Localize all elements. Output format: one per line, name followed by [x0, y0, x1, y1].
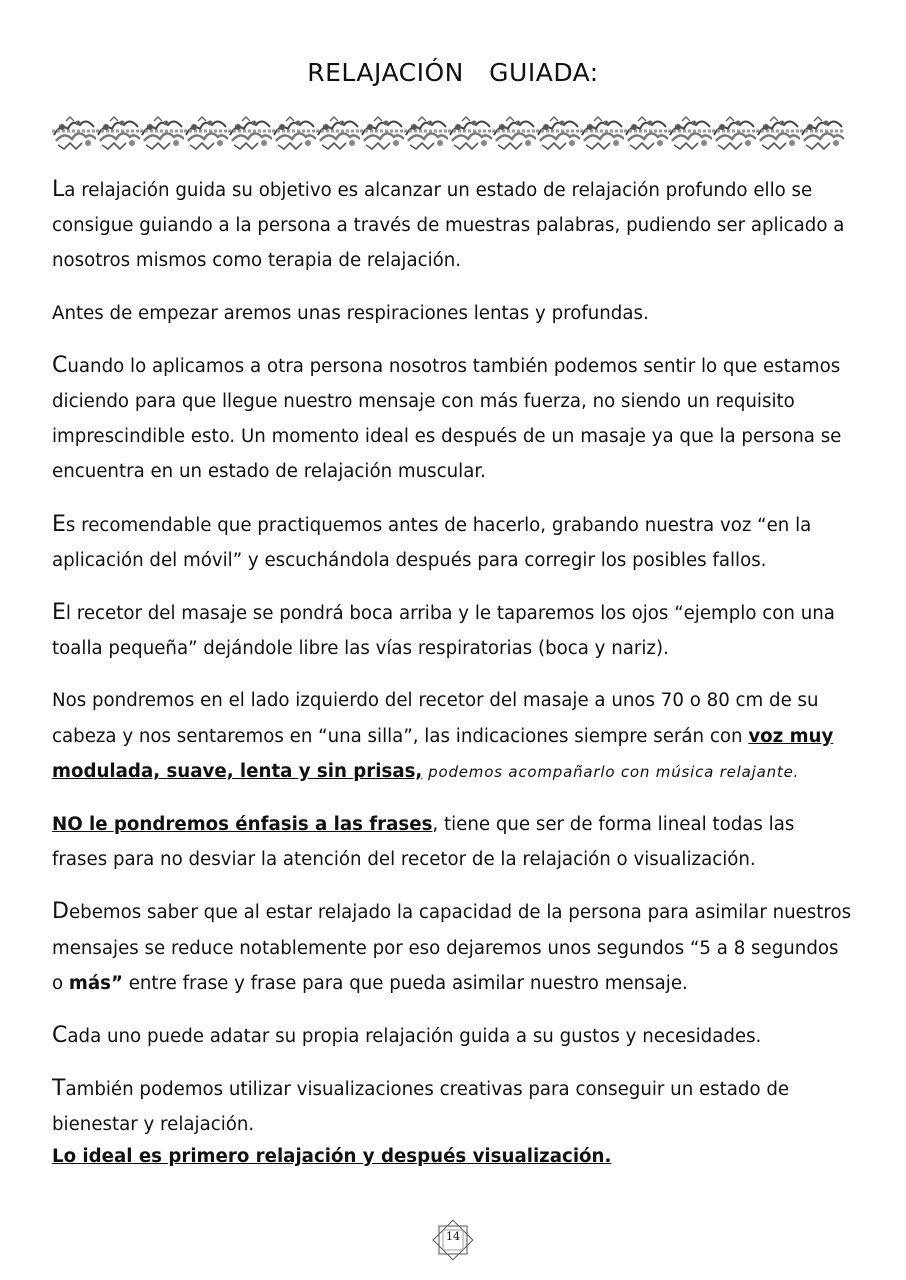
paragraph-9: Cada uno puede adatar su propia relajación guida a su gustos y necesidades. [52, 1023, 762, 1049]
page-title: RELAJACIÓN GUIADA: [307, 58, 599, 87]
body-text [52, 172, 852, 1191]
emphasis-voice: voz muy modulada, suave, lenta y sin prisas, [52, 725, 834, 782]
paragraph-4: Es recomendable que practiquemos antes de hacerlo, grabando nuestra voz “en la aplicación del móvil” y escuchándola después para corregir los posibles fallos. [52, 511, 812, 571]
page-number: 14 [446, 1230, 460, 1243]
paragraph-8: Debemos saber que al estar relajado la capacidad de la persona para asimilar nuestros mensajes se reduce notablemente por eso dejaremos unos segundos “5 a 8 segundos o más” entre frase y frase para que pueda asimilar nuestro mensaje. [52, 899, 852, 994]
bold-mas: más” [68, 972, 123, 994]
emphasis-no-enfasis: NO le pondremos énfasis a las frases [52, 814, 433, 836]
paragraph-10: También podemos utilizar visualizaciones creativas para conseguir un estado de bienestar y relajación. [52, 1076, 790, 1136]
paragraph-2: Antes de empezar aremos unas respiraciones lentas y profundas. [52, 302, 649, 324]
music-note: podemos acompañarlo con música relajante. [428, 762, 800, 781]
paragraph-6: Nos pondremos en el lado izquierdo del recetor del masaje a unos 70 o 80 cm de su cabeza y nos sentaremos en “una silla”, las indicaciones siempre serán con voz muy modulada, suave, lenta y sin prisas, podemos acompañarlo con música relajante. [52, 690, 834, 782]
closing-statement: Lo ideal es primero relajación y después visualización. [52, 1145, 612, 1167]
ornamental-leaf-border [52, 113, 844, 153]
paragraph-5: El recetor del masaje se pondrá boca arriba y le taparemos los ojos “ejemplo con una toalla pequeña” dejándole libre las vías respiratorias (boca y nariz). [52, 600, 835, 660]
paragraph-1: La relajación guida su objetivo es alcanzar un estado de relajación profundo ello se consigue guiando a la persona a través de muestras palabras, pudiendo ser aplicado a nosotros mismos como terapia de relajación. [52, 177, 845, 272]
paragraph-7: NO le pondremos énfasis a las frases, tiene que ser de forma lineal todas las frases para no desviar la atención del recetor de la relajación o visualización. [52, 814, 795, 871]
paragraph-3: Cuando lo aplicamos a otra persona nosotros también podemos sentir lo que estamos diciendo para que llegue nuestro mensaje con más fuerza, no siendo un requisito imprescindible esto. Un momento ideal es después de un masaje ya que la persona se encuentra en un estado de relajación muscular. [52, 352, 842, 483]
